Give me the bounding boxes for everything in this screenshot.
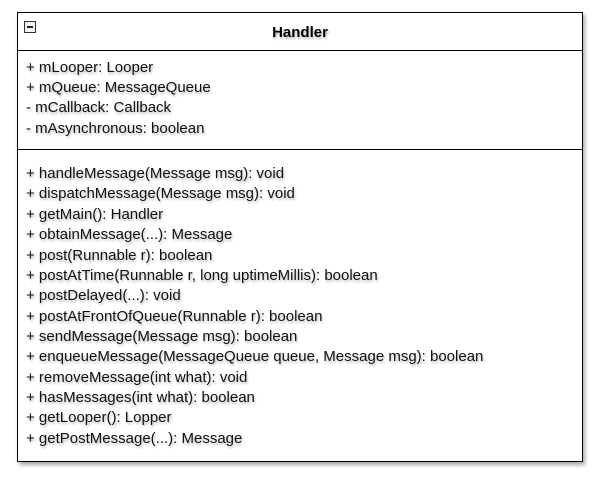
attribute-item: - mAsynchronous: boolean (26, 120, 205, 137)
method-item: + enqueueMessage(MessageQueue queue, Message msg): boolean (26, 348, 484, 365)
attribute-item: + mQueue: MessageQueue (26, 79, 211, 96)
method-item: + getLooper(): Lopper (26, 409, 172, 426)
method-item: + getPostMessage(...): Message (26, 430, 243, 447)
attribute-item: + mLooper: Looper (26, 59, 154, 76)
method-item: + dispatchMessage(Message msg): void (26, 185, 295, 202)
class-header (18, 13, 582, 51)
uml-class-box[interactable] (17, 12, 583, 462)
method-item: + postAtTime(Runnable r, long uptimeMillis): boolean (26, 267, 378, 284)
method-item: + postDelayed(...): void (26, 287, 181, 304)
method-item: + postAtFrontOfQueue(Runnable r): boolean (26, 308, 323, 325)
method-item: + post(Runnable r): boolean (26, 247, 213, 264)
class-name: Handler (272, 24, 328, 41)
methods-section (18, 150, 582, 461)
method-item: + removeMessage(int what): void (26, 369, 248, 386)
attributes-section (18, 51, 582, 150)
method-item: + sendMessage(Message msg): boolean (26, 328, 298, 345)
attribute-item: - mCallback: Callback (26, 99, 172, 116)
method-item: + handleMessage(Message msg): void (26, 165, 285, 182)
method-item: + obtainMessage(...): Message (26, 226, 233, 243)
method-item: + hasMessages(int what): boolean (26, 389, 255, 406)
method-item: + getMain(): Handler (26, 206, 164, 223)
